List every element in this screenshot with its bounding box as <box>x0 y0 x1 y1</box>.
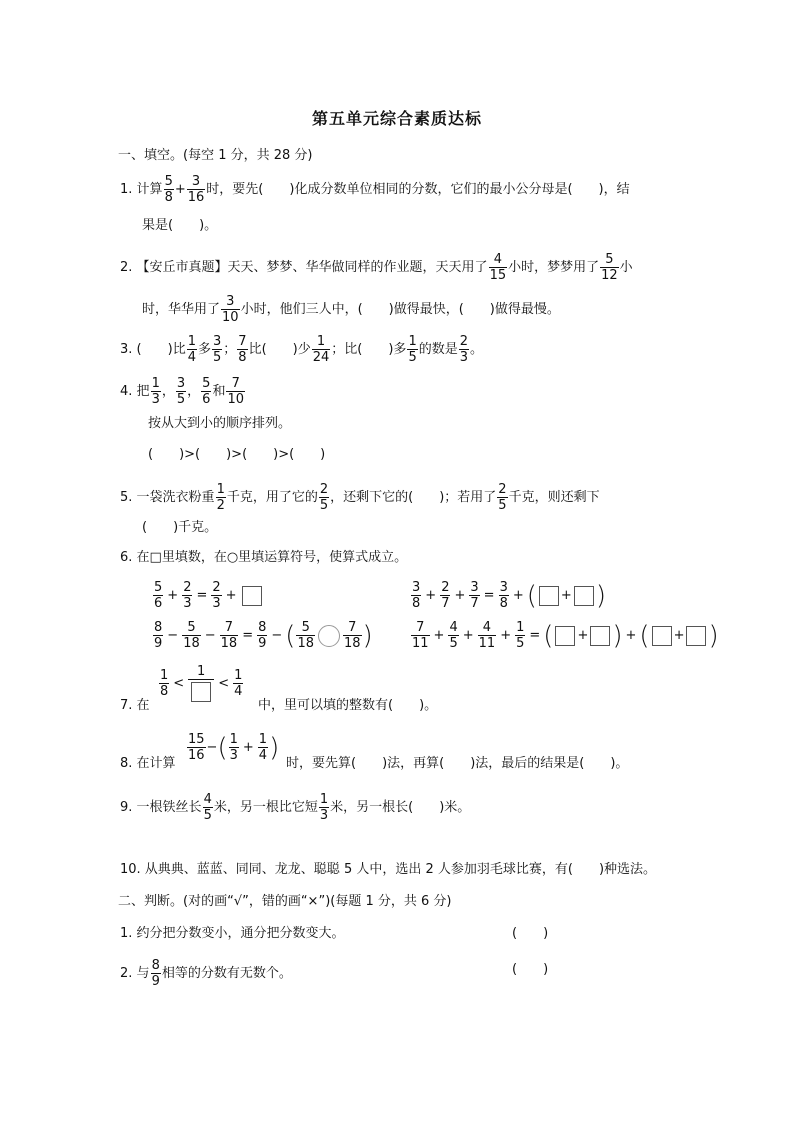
fraction: $\frac{5}{8}$ <box>164 174 173 205</box>
question-number: 9. <box>120 800 133 815</box>
question-number: 1. <box>120 182 133 197</box>
judgement-2-answer[interactable]: ( ) <box>512 962 549 977</box>
fraction: $\frac{5}{12}$ <box>601 252 618 283</box>
question-7-inequality: $\frac{1}{8}$ < 1 < $\frac{1}{4}$ <box>158 664 244 702</box>
question-1-cont: 果是( )。 <box>142 218 218 233</box>
section-1-heading: 一、填空。(每空 1 分，共 28 分) <box>118 148 313 163</box>
equation-6a: $\frac{5}{6}$ + $\frac{2}{3}$ = $\frac{2}{3}$ + <box>152 580 264 611</box>
question-1: 1. 计算 $\frac{5}{8}$ + $\frac{3}{16}$ 时，要先( )化成分数单位相同的分数，它们的最小公分母是( )，结 <box>120 174 630 205</box>
question-2-cont: 时，华华用了 $\frac{3}{10}$ 小时，他们三人中，( )做得最快，( )做得最慢。 <box>142 294 560 325</box>
fraction: $\frac{3}{16}$ <box>187 174 205 205</box>
fraction: $\frac{3}{10}$ <box>222 294 239 325</box>
answer-box[interactable] <box>242 586 262 606</box>
question-number: 1. <box>120 926 133 941</box>
question-2: 2. 【安丘市真题】天天、梦梦、华华做同样的作业题，天天用了 $\frac{4}{15}$ 小时，梦梦用了 $\frac{5}{12}$ 小 <box>120 252 633 283</box>
answer-box[interactable] <box>191 682 211 702</box>
question-3: 3. ( )比 $\frac{1}{4}$ 多 $\frac{3}{5}$ ； $\frac{7}{8}$ 比( )少 $\frac{1}{24}$ ；比( )多 $\frac{1}{5}$ 的数是 $\frac{2}{3}$ 。 <box>120 334 484 365</box>
equation-6c: $\frac{8}{9}$ − $\frac{5}{18}$ − $\frac{7}{18}$ = $\frac{8}{9}$ − ( $\frac{5}{18}$ $\frac{7}{18}$ ) <box>154 620 373 651</box>
question-9: 9. 一根铁丝长 $\frac{4}{5}$ 米，另一根比它短 $\frac{1}{3}$ 米，另一根长( )米。 <box>120 792 471 823</box>
answer-box[interactable] <box>686 626 706 646</box>
question-8-expression: $\frac{15}{16}$ −( $\frac{1}{3}$ + $\frac{1}{4}$ ) <box>188 732 280 763</box>
question-7-text: 中，里可以填的整数有( )。 <box>258 698 438 713</box>
equation-6d: $\frac{7}{11}$ + $\frac{4}{5}$ + $\frac{4}{11}$ + $\frac{1}{5}$ = ( + ) + ( + ) <box>412 620 719 651</box>
judgement-1: 1. 约分把分数变小，通分把分数变大。 <box>120 926 345 941</box>
question-10: 10. 从典典、蓝蓝、同同、龙龙、聪聪 5 人中，选出 2 人参加羽毛球比赛，有( )种选法。 <box>120 862 657 877</box>
question-number: 2. <box>120 966 133 981</box>
answer-box[interactable] <box>574 586 594 606</box>
fraction: $\frac{4}{15}$ <box>489 252 507 283</box>
equation-6b: $\frac{3}{8}$ + $\frac{2}{7}$ + $\frac{3}{7}$ = $\frac{3}{8}$ + ( + ) <box>412 580 606 611</box>
question-number: 4. <box>120 384 133 399</box>
question-6: 6. 在□里填数，在○里填运算符号，使算式成立。 <box>120 550 408 565</box>
judgement-2: 2. 与 $\frac{8}{9}$ 相等的分数有无数个。 <box>120 958 292 989</box>
question-5: 5. 一袋洗衣粉重 $\frac{1}{2}$ 千克，用了它的 $\frac{2}{5}$ ，还剩下它的( )；若用了 $\frac{2}{5}$ 千克，则还剩下 <box>120 482 600 513</box>
section-2-heading: 二、判断。(对的画“√”，错的画“×”)(每题 1 分，共 6 分) <box>118 894 452 909</box>
question-8: 8. 在计算 <box>120 756 176 771</box>
judgement-1-answer[interactable]: ( ) <box>512 926 549 941</box>
operator-circle[interactable] <box>318 625 340 647</box>
question-7: 7. 在 <box>120 698 150 713</box>
question-number: 3. <box>120 342 133 357</box>
answer-box[interactable] <box>555 626 575 646</box>
question-number: 7. <box>120 698 133 713</box>
answer-box[interactable] <box>590 626 610 646</box>
question-4: 4. 把 $\frac{1}{3}$ ， $\frac{3}{5}$ ， $\frac{5}{6}$ 和 $\frac{7}{10}$ <box>120 376 244 407</box>
question-number: 5. <box>120 490 133 505</box>
question-4-answer-blanks: ( )>( )>( )>( ) <box>148 447 326 462</box>
question-number: 6. <box>120 550 133 565</box>
question-4-instruction: 按从大到小的顺序排列。 <box>148 416 292 431</box>
question-8-text: 时，要先算( )法，再算( )法，最后的结果是( )。 <box>286 756 629 771</box>
question-number: 2. <box>120 260 133 275</box>
question-5-cont: ( )千克。 <box>142 520 218 535</box>
page-title: 第五单元综合素质达标 <box>311 109 482 128</box>
question-number: 8. <box>120 756 133 771</box>
answer-box[interactable] <box>539 586 559 606</box>
answer-box[interactable] <box>652 626 672 646</box>
